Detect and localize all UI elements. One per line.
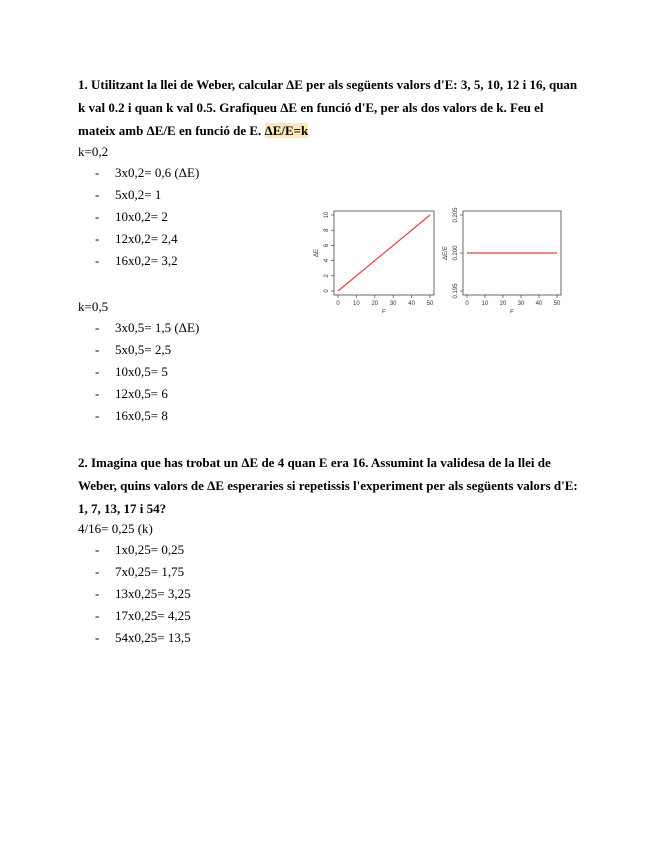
y-tick-label: 0	[324, 289, 330, 293]
question-1	[78, 73, 578, 142]
y-tick-label: 4	[324, 258, 330, 263]
list-item: 3x0,2= 0,6 (ΔE)	[115, 165, 200, 180]
question-1-line-2: k val 0.2 i quan k val 0.5. Grafiqueu ΔE en funció d'E, per als dos valors de k. Feu el	[78, 100, 544, 115]
list-dash: -	[95, 209, 100, 224]
y-axis-label: ΔE	[314, 248, 320, 258]
list-item: 12x0,2= 2,4	[115, 231, 178, 246]
list-item: 10x0,5= 5	[115, 364, 168, 379]
x-tick-label: 40	[535, 301, 543, 307]
x-axis-label: E	[509, 310, 515, 313]
x-axis-label: E	[381, 310, 387, 313]
chart-delta-e-over-e	[437, 205, 567, 313]
y-tick-label: 6	[324, 243, 330, 248]
x-tick-label: 20	[371, 301, 379, 307]
x-tick-label: 10	[353, 301, 360, 307]
list-dash: -	[95, 586, 100, 601]
x-tick-label: 50	[553, 301, 561, 307]
series-line	[338, 215, 430, 291]
y-tick-label: 0.200	[453, 245, 459, 261]
list-dash: -	[95, 320, 100, 335]
list-item: 54x0,25= 13,5	[115, 630, 191, 645]
k1-label: k=0,2	[78, 144, 109, 159]
question-1-line-1: 1. Utilitzant la llei de Weber, calcular ΔE per als següents valors d'E: 3, 5, 10, 12 i 16, quan	[78, 77, 578, 92]
list-dash: -	[95, 165, 100, 180]
list-dash: -	[95, 630, 100, 645]
list-item: 1x0,25= 0,25	[115, 542, 185, 557]
list-item: 7x0,25= 1,75	[115, 564, 185, 579]
list-item: 5x0,5= 2,5	[115, 342, 172, 357]
question-2-line-3: 1, 7, 13, 17 i 54?	[78, 501, 167, 516]
question-2	[78, 451, 578, 520]
chart-delta-e	[310, 205, 440, 313]
list-dash: -	[95, 408, 100, 423]
list-dash: -	[95, 608, 100, 623]
list-item: 16x0,5= 8	[115, 408, 168, 423]
list-item: 5x0,2= 1	[115, 187, 162, 202]
list-dash: -	[95, 231, 100, 246]
y-tick-label: 10	[324, 211, 330, 219]
list-dash: -	[95, 342, 100, 357]
x-tick-label: 40	[408, 301, 415, 307]
list-item: 10x0,2= 2	[115, 209, 168, 224]
x-tick-label: 30	[389, 301, 397, 307]
k2-label: k=0,5	[78, 299, 109, 314]
q2-k-label: 4/16= 0,25 (k)	[78, 521, 153, 536]
question-2-line-2: Weber, quins valors de ΔE esperaries si repetissis l'experiment per als següents valors d'E:	[78, 478, 578, 493]
y-tick-label: 2	[324, 274, 330, 278]
list-item: 13x0,25= 3,25	[115, 586, 191, 601]
x-tick-label: 50	[426, 301, 434, 307]
x-tick-label: 20	[499, 301, 507, 307]
list-item: 3x0,5= 1,5 (ΔE)	[115, 320, 200, 335]
y-tick-label: 8	[324, 228, 330, 232]
question-2-line-1: 2. Imagina que has trobat un ΔE de 4 quan E era 16. Assumint la validesa de la llei de	[78, 455, 551, 470]
list-dash: -	[95, 386, 100, 401]
list-item: 17x0,25= 4,25	[115, 608, 191, 623]
y-tick-label: 0.195	[453, 283, 459, 299]
list-dash: -	[95, 364, 100, 379]
x-tick-label: 0	[336, 301, 340, 307]
highlighted-formula: ΔE/E=k	[264, 123, 309, 138]
list-dash: -	[95, 253, 100, 268]
question-1-line-3: mateix amb ΔE/E en funció de E. ΔE/E=k	[78, 123, 309, 138]
list-item: 12x0,5= 6	[115, 386, 168, 401]
list-item: 16x0,2= 3,2	[115, 253, 178, 268]
x-tick-label: 30	[517, 301, 525, 307]
x-tick-label: 10	[481, 301, 489, 307]
list-dash: -	[95, 564, 100, 579]
y-axis-label: ΔE/E	[443, 246, 449, 260]
list-dash: -	[95, 542, 100, 557]
x-tick-label: 0	[465, 301, 469, 307]
list-dash: -	[95, 187, 100, 202]
y-tick-label: 0.205	[453, 207, 459, 223]
